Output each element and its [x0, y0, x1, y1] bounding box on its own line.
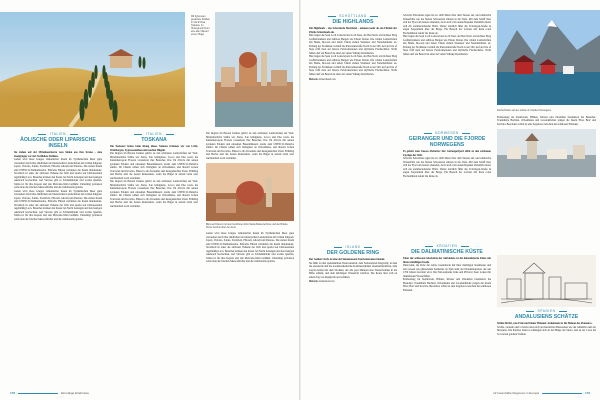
section-title-geiranger: GEIRANGER UND DIE FJORDE NORWEGENS [408, 136, 486, 148]
section-body-golden-ring: Sie führt zu drei spektakulären Naturwundern: dem Nationalpark Þingvellir, in dem die eurasische und die nordamerikanische Kontinentalplatte auseinanderdriften, dem Geysir-Gebiet mit dem Strokkur, der alle paar Minuten eine Wasserfontäne in die Höhe schießt, und dem mächtigen Wasserfall Gullfoss. Die Route lässt sich an einem Tag von Reykjavík aus befahren. [309, 261, 397, 279]
region-text-norwegen: NORWEGEN [435, 131, 459, 135]
section-title-golden-ring: DER GOLDENE RING [326, 250, 380, 256]
region-text-schottland: SCHOTTLAND [339, 14, 367, 18]
right-page [301, 0, 600, 400]
section-norwegen-text [403, 14, 491, 129]
region-label-norwegen [403, 131, 491, 135]
section-body-dalmatia-cont: Entdeckung im Steinforum, Höhlen, Klöster und Zitadellen faszinieren die Besucher. Traumhafte Buchten, Olivenhaine und Lavendelfelder prägen die Inseln Hvar, Brač und Korčula. Besonders schön ist eine Segeltour zwischen den zahllosen Eilanden. [403, 278, 491, 292]
photo-caption-lofoten: Fischerhütten auf den Lofoten im Norden Norwegens. [497, 110, 552, 113]
photo-lofoten [497, 10, 600, 105]
left-right-col-text: Die Region im Herzen Italiens gehört zu den schönsten Landschaften der Welt. Mittelalterliche Städte wie Siena, San Gimignano, Lucca und Pisa sowie die Kunstmetropole Florenz verzaubern ihre Besucher. Das Val d'Orcia mit seinen goldenen Feldern und einsamen Bauernhäusern wurde zum UNESCO-Welterbe erklärt. Im Chianti reihen sich Weingüter an Olivenhaine, und überall locken Trattorien mit Pecorino, Bistecca alla fiorentina und hausgemachter Pasta. Frühling und Herbst sind die besten Reisezeiten, wenn die Hügel in sattem Grün oder leuchtendem Gold erstrahlen. [206, 132, 294, 160]
section-highlands [309, 14, 397, 264]
lofoten-illustration [497, 10, 600, 105]
section-body-dalmatia: Dubrovnik, die Perle der Adria, beeindruckt mit ihrer mächtigen Stadtmauer und den Gassen aus glänzendem Kalkstein. In Split steht der Diokletianpalast, der seit 1700 Jahren bewohnt wird. Die Nationalparks Krka und Plitvicer Seen locken mit türkisblauen Wasserfällen. [403, 264, 491, 278]
region-text-island: ISLAND [345, 245, 361, 249]
photo-village [497, 129, 596, 177]
section-title-aeolian: ÄOLISCHE ODER LIPARISCHE INSELN [20, 137, 96, 149]
region-label-italien1 [14, 132, 102, 136]
infobox-island [309, 281, 397, 284]
region-text-kroatien: KROATIEN [436, 244, 458, 248]
section-body-aeolian: Geben wird diese Gruppe vulkanischer Inseln im Tyrrhenischen Meer ganz verzaubert durch ihre ländlichen und malerischen Landschaften mit wilden Klippen: Lipari, Vulcano, Salina, Stromboli, Filicudi, Alicudi und Panarea. Die sieben Inseln sind UNESCO-Weltkulturerbe. Einfache Fähren verbinden die Inseln miteinander. Stromboli ist einer der aktivsten Vulkane der Welt und spuckt seit Jahrtausenden regelmäßig Lava. Besucher können den Krater bei Nacht besteigen und den feurigen Ausbruch beobachten. Auf Vulcano gibt es Schlammbäder und warme Quellen, Salina ist für ihre Kapern und den Malvasia-Wein berühmt. Unbedingt probieren sollte man die frischen Meeresfrüchte und die traditionelle granita. [14, 158, 102, 189]
infobox-highlands [309, 79, 397, 82]
section-title-highlands: DIE HIGHLANDS [332, 19, 374, 25]
running-head-left: Einmalige Erlebnisse [61, 391, 90, 395]
section-title-andalusia: ANDALUSIENS SCHÄTZE [514, 314, 579, 320]
section-spanien [497, 309, 596, 387]
region-rule-left [134, 134, 142, 135]
tuscany-illustration [0, 12, 185, 127]
region-rule-right [70, 134, 78, 135]
section-island [309, 245, 397, 385]
left-folio [10, 391, 89, 395]
section-title-dalmatia: DIE DALMATINISCHE KÜSTE [411, 249, 483, 255]
region-text-spanien: SPANIEN [537, 309, 556, 313]
infobox-label: Website [309, 79, 318, 81]
region-label-italien2 [110, 132, 198, 136]
infobox-value: visitscotland.com [318, 79, 336, 81]
section-body-toskana: Die Region im Herzen Italiens gehört zu den schönsten Landschaften der Welt. Mittelalterliche Städte wie Siena, San Gimignano, Lucca und Pisa sowie die Kunstmetropole Florenz verzaubern ihre Besucher. Das Val d'Orcia mit seinen goldenen Feldern und einsamen Bauernhäusern wurde zum UNESCO-Welterbe erklärt. Im Chianti reihen sich Weingüter an Olivenhaine, und überall locken Trattorien mit Pecorino, Bistecca alla fiorentina und hausgemachter Pasta. Frühling und Herbst sind die besten Reisezeiten, wenn die Hügel in sattem Grün oder leuchtendem Gold erstrahlen. [110, 152, 198, 180]
section-body-norwegen-top2: Hier liegen die Seen Loch Lomond und Loch Ness, der Ben Nevis als höchster Berg Großbritanniens und zahllose Burgen wie Eilean Donan. Die wilden Landschaften mit Heide, Mooren und tiefen Tälern ziehen Wanderer und Naturliebhaber an. Entlang der Nordküste verläuft die Panoramastraße North Coast 500. Auf der Isle of Skye trifft man auf bizarre Felsformationen und idyllische Fischerdörfer. Nicht fehlen darf ein Besuch in einer der vielen Whisky-Destillerien. [403, 35, 491, 56]
section-lead-toskana: Die Toskana! Schon beim Klang dieses Namens träumen wir von Licht, Weinbergen, Zypressenalleen und sanften Hügeln. [110, 145, 198, 152]
section-body-norwegen-top: Schroffe Felswände ragen bis zu 1400 Meter über dem Wasser auf, und zahlreiche Wasserfälle wie die Sieben Schwestern stürzen in die Tiefe. Mit dem Schiff lässt sich der Fjord am besten erkunden, doch auch vom Aussichtspunkt Dalsnibba bietet sich ein atemberaubender Blick. Weiter nördlich führt die Trollstigen-Straße in engen Serpentinen über die Berge. Ein Besuch der Lofoten mit ihren roten Fischerhütten rundet die Reise ab. [403, 14, 491, 35]
infobox-value: visiticeland.com [318, 281, 335, 283]
dubrovnik-sketch [497, 255, 596, 307]
region-rule-left [328, 16, 336, 17]
left-right-column [206, 132, 294, 387]
section-lead-andalusia: Weiße Dörfer, rote Erde und blauer Himmel: Andalusien ist die Heimat des Flamenco. [497, 322, 593, 325]
section-lead-golden-ring: Der Golden Circle ist eine der bekanntesten Touristenrouten Islands. [309, 258, 385, 261]
section-body-andalusia: Sevilla, Granada und Córdoba sind reich an maurischen Bauwerken wie der Alhambra und der Mezquita. Die Pueblos blancos schmiegen sich an die Hänge der Sierra, und an der Costa del Sol warten goldene Strände. [497, 325, 596, 336]
section-lead-highlands: Die Highlands – das Schottische Hochland – nehmen mehr als ein Fünftel der Fläche Schottlands ein. [309, 27, 397, 34]
region-rule-right [364, 247, 372, 248]
right-col3-text: Entdeckung im Steinforum, Höhlen, Klöster und Zitadellen faszinieren die Besucher. Traumhafte Buchten, Olivenhaine und Lavendelfelder prägen die Inseln Hvar, Brač und Korčula. Besonders schön ist eine Segeltour zwischen den zahllosen Eilanden. [497, 115, 596, 126]
region-label-schottland [309, 14, 397, 18]
section-norwegen [403, 131, 491, 241]
section-body-aeolian-cont: Geben wird diese Gruppe vulkanischer Inseln im Tyrrhenischen Meer ganz verzaubert durch ihre ländlichen und malerischen Landschaften mit wilden Klippen: Lipari, Vulcano, Salina, Stromboli, Filicudi, Alicudi und Panarea. Die sieben Inseln sind UNESCO-Weltkulturerbe. Einfache Fähren verbinden die Inseln miteinander. Stromboli ist einer der aktivsten Vulkane der Welt und spuckt seit Jahrtausenden regelmäßig Lava. Besucher können den Krater bei Nacht besteigen und den feurigen Ausbruch beobachten. Auf Vulcano gibt es Schlammbäder und warme Quellen, Salina ist für ihre Kapern und den Malvasia-Wein berühmt. Unbedingt probieren sollte man die frischen Meeresfrüchte und die traditionelle granita. [14, 189, 102, 221]
running-head-right: 12 traumhafte Regionen in Europa [493, 391, 539, 395]
right-folio [493, 391, 590, 395]
section-lead-dalmatia: Einer der schönsten Abschnitte der Adriaküste ist die dalmatinische Küste mit ihren unzähligen Inseln. [403, 257, 491, 264]
region-rule-left [526, 311, 534, 312]
section-italien2 [110, 132, 198, 387]
region-rule-right [462, 133, 470, 134]
region-rule-left [334, 247, 342, 248]
region-label-kroatien [403, 244, 491, 248]
region-rule-left [38, 134, 46, 135]
village-illustration [497, 129, 596, 177]
right-column-3 [497, 108, 596, 248]
section-body-geiranger: Schroffe Felswände ragen bis zu 1400 Meter über dem Wasser auf, und zahlreiche Wasserfälle wie die Sieben Schwestern stürzen in die Tiefe. Mit dem Schiff lässt sich der Fjord am besten erkunden, doch auch vom Aussichtspunkt Dalsnibba bietet sich ein atemberaubender Blick. Weiter nördlich führt die Trollstigen-Straße in engen Serpentinen über die Berge. Ein Besuch der Lofoten mit ihren roten Fischerhütten rundet die Reise ab. [403, 157, 491, 178]
section-lead-aeolian: Sie ziehen auf der Mittelmeerkarte vom Süden aus ihre Kreise – eine Inselgruppe vor der Nordküste Siziliens. [14, 151, 102, 158]
region-rule-left [424, 133, 432, 134]
photo-florence-small [206, 163, 294, 221]
region-rule-right [166, 134, 174, 135]
page-number-left: 178 [10, 391, 16, 395]
page-number-right: 179 [584, 391, 590, 395]
region-label-spanien [497, 309, 596, 313]
photo1-caption-col [191, 14, 211, 74]
photo-florence [215, 12, 293, 127]
photo-dubrovnik-drawing [497, 255, 596, 307]
section-body-toskana-cont: Die Region im Herzen Italiens gehört zu den schönsten Landschaften der Welt. Mittelalterliche Städte wie Siena, San Gimignano, Lucca und Pisa sowie die Kunstmetropole Florenz verzaubern ihre Besucher. Das Val d'Orcia mit seinen goldenen Feldern und einsamen Bauernhäusern wurde zum UNESCO-Welterbe erklärt. Im Chianti reihen sich Weingüter an Olivenhaine, und überall locken Trattorien mit Pecorino, Bistecca alla fiorentina und hausgemachter Pasta. Frühling und Herbst sind die besten Reisezeiten, wenn die Hügel in sattem Grün oder leuchtendem Gold erstrahlen. [110, 180, 198, 208]
infobox-label: Website [309, 281, 318, 283]
region-rule-right [370, 16, 378, 17]
region-rule-right [461, 246, 469, 247]
folio-rule [542, 393, 582, 394]
section-italien1 [14, 132, 102, 387]
section-title-toskana: TOSKANA [141, 137, 167, 143]
region-text-italien1: ITALIEN [49, 132, 66, 136]
florence-duomo-illustration [206, 163, 294, 221]
left-right-col-text2: Geben wird diese Gruppe vulkanischer Inseln im Tyrrhenischen Meer ganz verzaubert durch ihre ländlichen und malerischen Landschaften mit wilden Klippen: Lipari, Vulcano, Salina, Stromboli, Filicudi, Alicudi und Panarea. Die sieben Inseln sind UNESCO-Weltkulturerbe. Einfache Fähren verbinden die Inseln miteinander. Stromboli ist einer der aktivsten Vulkane der Welt und spuckt seit Jahrtausenden regelmäßig Lava. Besucher können den Krater bei Nacht besteigen und den feurigen Ausbruch beobachten. Auf Vulcano gibt es Schlammbäder und warme Quellen, Salina ist für ihre Kapern und den Malvasia-Wein berühmt. Unbedingt probieren sollte man die frischen Meeresfrüchte und die traditionelle granita. [206, 232, 294, 264]
folio-rule [18, 393, 58, 394]
photo-tuscany-cypress-road [0, 12, 185, 127]
photo2-caption: Blick auf Florenz mit dem berühmten Dom Santa Maria del Fiore und der Brücke Ponte Vecchio über den Arno. [206, 224, 288, 229]
region-label-island [309, 245, 397, 249]
region-rule-right [559, 311, 567, 312]
region-text-italien2: ITALIEN [145, 132, 162, 136]
photo1-caption: Mit Zypressen gesäumte Straßen im Val d'Orcia, Toskana. Im Hintergrund thront eine alte Villa auf einem Hügel. [191, 16, 210, 37]
section-body-highlands: Hier liegen die Seen Loch Lomond und Loch Ness, der Ben Nevis als höchster Berg Großbritanniens und zahllose Burgen wie Eilean Donan. Die wilden Landschaften mit Heide, Mooren und tiefen Tälern ziehen Wanderer und Naturliebhaber an. Entlang der Nordküste verläuft die Panoramastraße North Coast 500. Auf der Isle of Skye trifft man auf bizarre Felsformationen und idyllische Fischerdörfer. Nicht fehlen darf ein Besuch in einer der vielen Whisky-Destillerien. [309, 34, 397, 55]
left-page [0, 0, 299, 400]
florence-illustration [215, 12, 293, 127]
section-kroatien [403, 244, 491, 384]
section-lead-geiranger: Es gehört zum Unesco-Welterbe: Der Geirangerfjord zählt zu den schönsten Fjorden der Welt. [403, 150, 491, 157]
region-rule-left [425, 246, 433, 247]
section-body-highlands-cont: Hier liegen die Seen Loch Lomond und Loch Ness, der Ben Nevis als höchster Berg Großbritanniens und zahllose Burgen wie Eilean Donan. Die wilden Landschaften mit Heide, Mooren und tiefen Tälern ziehen Wanderer und Naturliebhaber an. Entlang der Nordküste verläuft die Panoramastraße North Coast 500. Auf der Isle of Skye trifft man auf bizarre Felsformationen und idyllische Fischerdörfer. Nicht fehlen darf ein Besuch in einer der vielen Whisky-Destillerien. [309, 55, 397, 76]
